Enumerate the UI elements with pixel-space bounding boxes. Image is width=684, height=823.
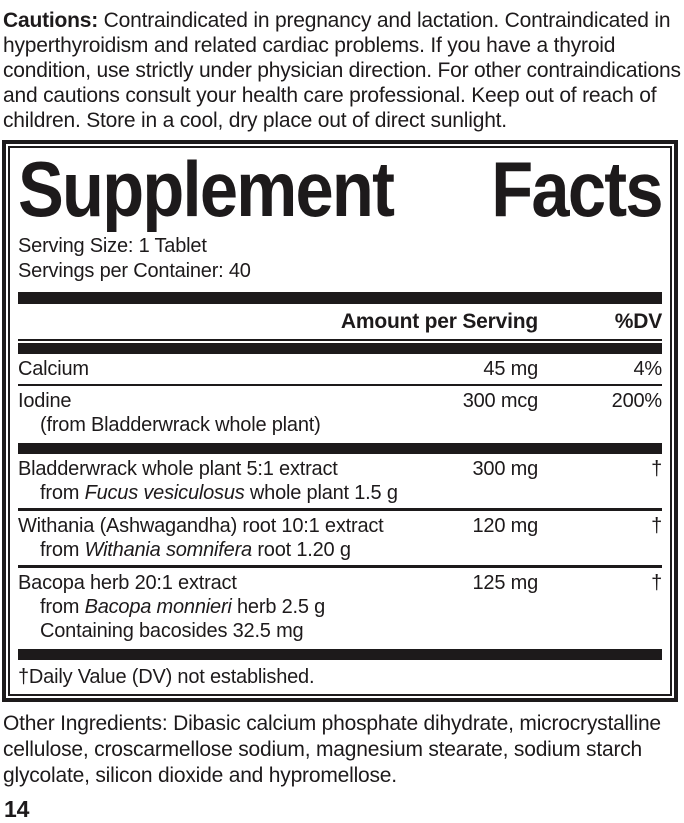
latin-name: Withania somnifera (84, 539, 252, 561)
ingredient-source-line (18, 538, 662, 562)
ingredient-row (18, 568, 662, 595)
ingredient-dv: 200% (611, 390, 662, 412)
ingredient-source-line (18, 595, 662, 619)
servings-per-container: Servings per Container: 40 (18, 260, 251, 282)
ingredient-name: Iodine (18, 390, 72, 412)
supplement-facts-panel (2, 140, 678, 702)
source-text: herb 2.5 g (231, 596, 326, 618)
section-divider-bar (18, 292, 662, 304)
latin-name: Bacopa monnieri (84, 596, 232, 618)
ingredient-dv: † (651, 515, 662, 537)
ingredient-row (18, 454, 662, 481)
source-text: from (40, 482, 85, 504)
table-header-row (18, 304, 662, 341)
row-divider (18, 647, 662, 660)
ingredient-row (18, 354, 662, 381)
source-text: whole plant 1.5 g (244, 482, 398, 504)
title-word-facts: Facts (491, 145, 662, 233)
ingredient-dv: † (651, 458, 662, 480)
ingredient-amount: 300 mcg (462, 390, 538, 412)
supplement-facts-inner (8, 146, 672, 696)
source-text: root 1.20 g (251, 539, 351, 561)
dv-footnote: †Daily Value (DV) not established. (18, 666, 315, 688)
serving-info (18, 234, 662, 284)
ingredient-amount: 125 mg (472, 572, 538, 594)
ingredient-source-line (18, 619, 662, 643)
ingredient-amount: 120 mg (472, 515, 538, 537)
ingredient-source-line (18, 481, 662, 505)
cautions-label: Cautions: (3, 9, 99, 32)
ingredient-amount: 45 mg (483, 358, 538, 380)
source-text: from (40, 596, 85, 618)
page-number: 14 (4, 796, 30, 822)
source-text: (from Bladderwrack whole plant) (40, 414, 321, 436)
ingredient-source-line (18, 413, 662, 437)
other-ingredients: Other Ingredients: Dibasic calcium phosphate dihydrate, microcrystalline cellulose, croscarmellose sodium, magnesium stearate, sodium starch glycolate, silicon dioxide and hypromellose. (3, 712, 661, 787)
source-text: from (40, 539, 85, 561)
serving-size: Serving Size: 1 Tablet (18, 235, 207, 257)
header-divider-bar (18, 343, 662, 354)
supplement-facts-title (18, 145, 662, 233)
cautions-paragraph (0, 0, 684, 133)
ingredient-name: Withania (Ashwagandha) root 10:1 extract (18, 515, 384, 537)
ingredient-row (18, 511, 662, 538)
ingredient-name: Calcium (18, 358, 89, 380)
dv-header: %DV (614, 310, 662, 333)
ingredient-name: Bladderwrack whole plant 5:1 extract (18, 458, 338, 480)
source-text: Containing bacosides 32.5 mg (40, 620, 304, 642)
latin-name: Fucus vesiculosus (84, 482, 245, 504)
ingredient-row (18, 386, 662, 413)
ingredient-dv: † (651, 572, 662, 594)
title-word-supplement: Supplement (18, 145, 394, 233)
ingredient-dv: 4% (633, 358, 662, 380)
row-divider (18, 441, 662, 454)
cautions-text: Contraindicated in pregnancy and lactation. Contraindicated in hyperthyroidism and related cardiac problems. If you have a thyroid condition, use strictly under physician direction. For other contraindications and cautions consult your health care professional. Keep out of reach of children. Store in a cool, dry place out of direct sunlight. (3, 9, 681, 132)
amount-per-serving-header: Amount per Serving (340, 310, 538, 333)
ingredient-name: Bacopa herb 20:1 extract (18, 572, 237, 594)
ingredient-amount: 300 mg (472, 458, 538, 480)
ingredient-rows (18, 354, 662, 660)
